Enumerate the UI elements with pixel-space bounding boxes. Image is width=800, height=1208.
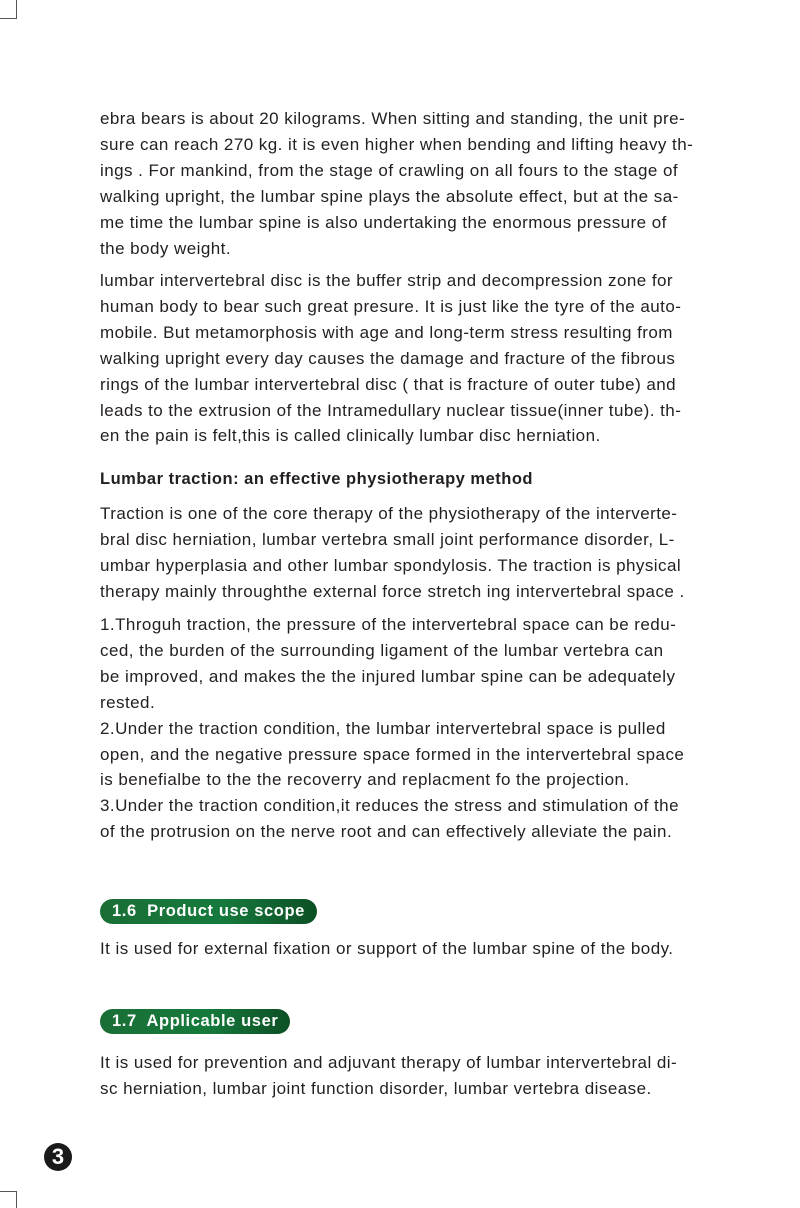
page-number-badge: 3	[44, 1143, 72, 1171]
section-heading-lumbar-traction: Lumbar traction: an effective physiotherapy method	[100, 470, 533, 488]
crop-mark-bottom-h	[0, 1191, 17, 1192]
crop-mark-top	[16, 0, 17, 18]
crop-mark-bottom	[16, 1191, 17, 1208]
paragraph-traction-intro: Traction is one of the core therapy of the physiotherapy of the interverte- bral disc herniation, lumbar vertebra small joint performance disorder, L- umbar hyperplasia and other lumbar spondylosis. The traction is physical therapy mainly throughthe external force stretch ing intervertebral space .	[100, 504, 685, 601]
section-label-1-6: 1.6 Product use scope	[100, 899, 317, 924]
paragraph-traction-points: 1.Throguh traction, the pressure of the intervertebral space can be redu- ced, the burden of the surrounding ligament of the lumbar vertebra can be improved, and makes the the injured lumbar spine can be adequately rested. 2.Under the traction condition, the lumbar intervertebral space is pulled open, and the negative pressure space formed in the intervertebral space is benefialbe to the the recoverry and replacment fo the projection. 3.Under the traction condition,it reduces the stress and stimulation of the of the protrusion on the nerve root and can effectively alleviate the pain.	[100, 615, 685, 842]
crop-mark-top-h	[0, 18, 17, 19]
section-label-1-7: 1.7 Applicable user	[100, 1009, 290, 1034]
paragraph-body-weight: ebra bears is about 20 kilograms. When sitting and standing, the unit pre- sure can reach 270 kg. it is even higher when bending and lifting heavy th- ings . For mankind, from the stage of crawling on all fours to the stage of walking upright, the lumbar spine plays the absolute effect, but at the sa- me time the lumbar spine is also undertaking the enormous pressure of the body weight.	[100, 109, 694, 258]
paragraph-product-use-scope: It is used for external fixation or support of the lumbar spine of the body.	[100, 939, 674, 958]
paragraph-disc-herniation: lumbar intervertebral disc is the buffer strip and decompression zone for human body to bear such great presure. It is just like the tyre of the auto- mobile. But metamorphosis with age and long-term stress resulting from walking upright every day causes the damage and fracture of the fibrous rings of the lumbar intervertebral disc ( that is fracture of outer tube) and leads to the extrusion of the Intramedullary nuclear tissue(inner tube). th- en the pain is felt,this is called clinically lumbar disc herniation.	[100, 271, 682, 446]
paragraph-applicable-user: It is used for prevention and adjuvant therapy of lumbar intervertebral di- sc herniation, lumbar joint function disorder, lumbar vertebra disease.	[100, 1053, 678, 1098]
